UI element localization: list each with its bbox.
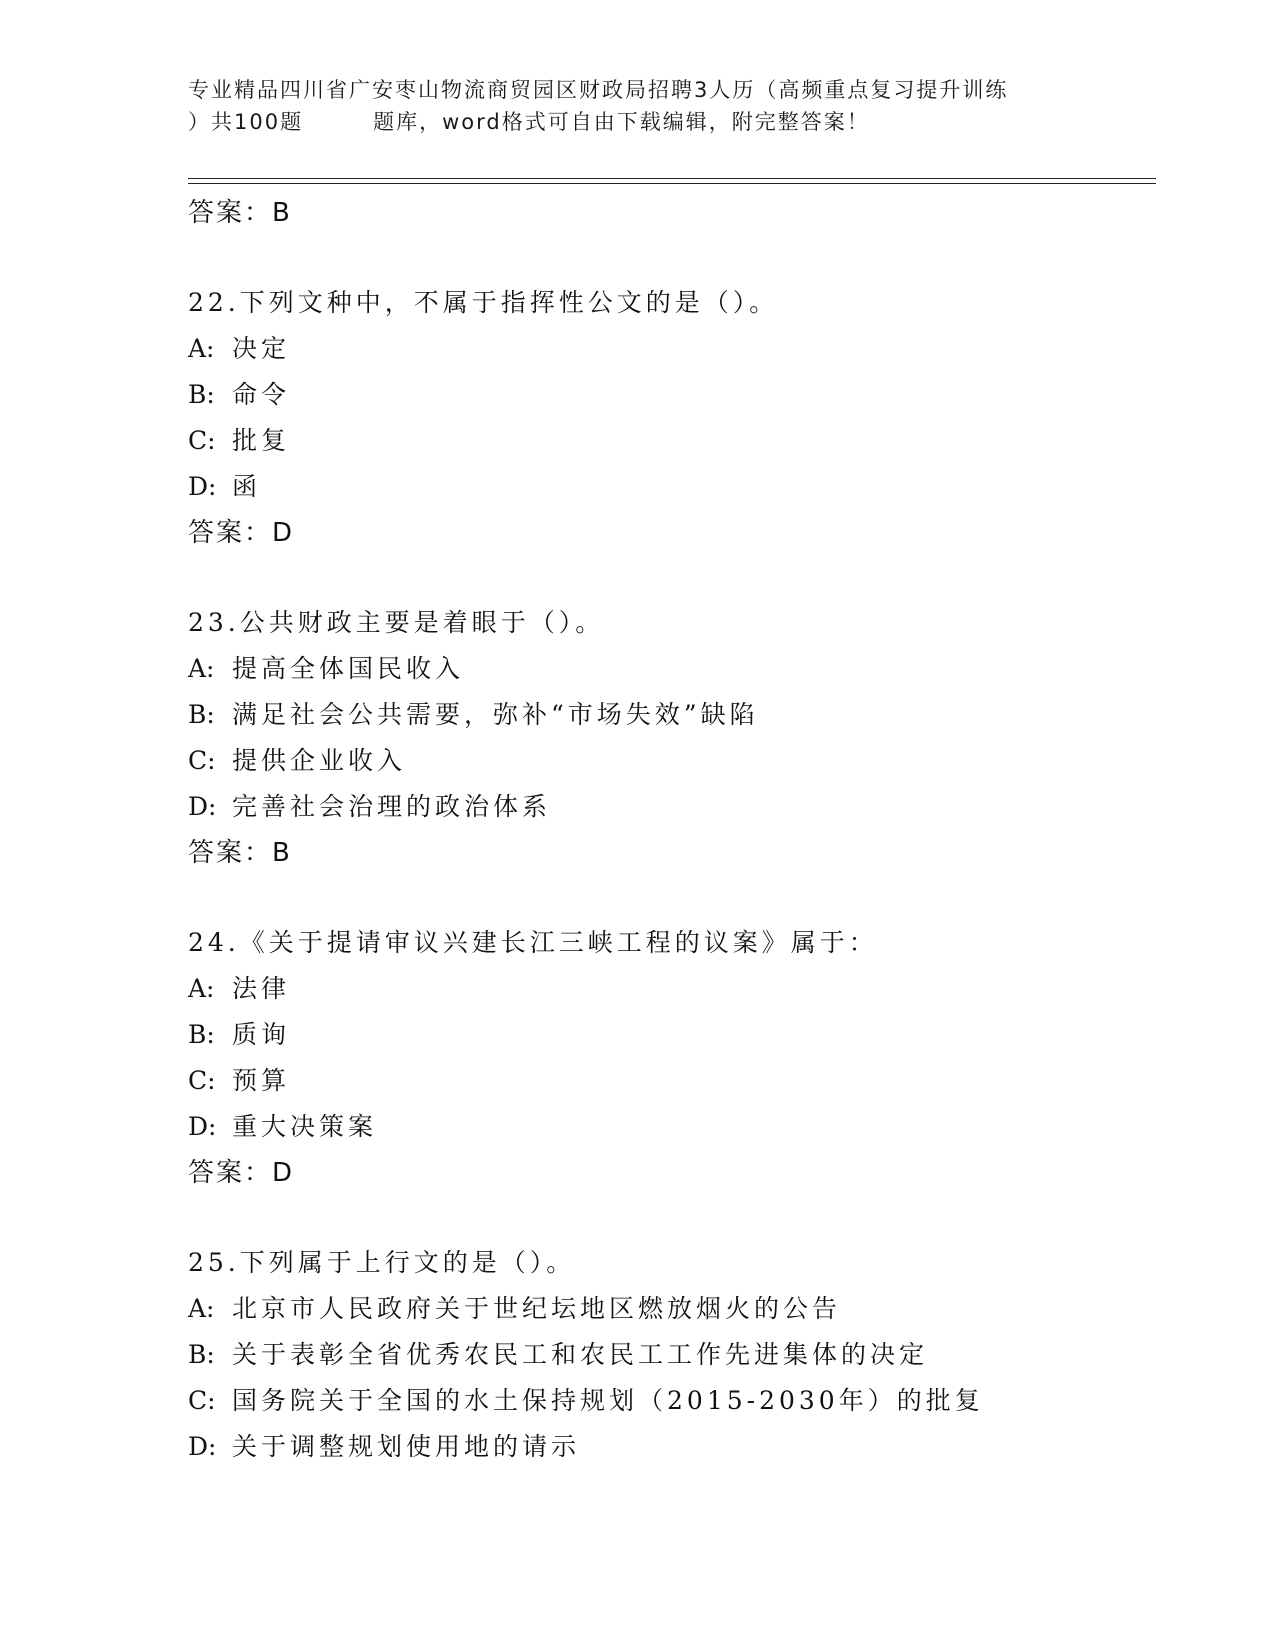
answer-24: 答案：D [188,1158,295,1188]
option-23-b [188,692,1148,738]
option-label: A: [188,974,215,1003]
option-label: C: [188,426,216,455]
option-25-a [188,1286,1148,1332]
option-text: 函 [232,472,262,501]
header-divider-top [188,178,1156,179]
option-22-b [188,372,1148,418]
option-23-c [188,738,1148,784]
option-23-a [188,646,1148,692]
option-24-c [188,1058,1148,1104]
option-label: C: [188,1386,216,1415]
option-label: B: [188,380,215,409]
option-text: 满足社会公共需要，弥补“市场失效”缺陷 [232,700,759,729]
header-line-2-end: 题库，word格式可自由下载编辑，附完整答案！ [373,110,870,134]
option-24-a [188,966,1148,1012]
question-block-25 [188,1240,1148,1470]
option-text: 预算 [232,1066,291,1095]
document-body [188,190,1148,1470]
page-header [188,74,1088,138]
option-label: A: [188,1294,215,1323]
option-label: D: [188,1432,217,1461]
option-text: 国务院关于全国的水土保持规划（2015-2030年）的批复 [232,1386,984,1415]
option-text: 北京市人民政府关于世纪坛地区燃放烟火的公告 [232,1294,842,1323]
option-text: 决定 [232,334,291,363]
option-25-c [188,1378,1148,1424]
option-label: A: [188,654,215,683]
option-text: 完善社会治理的政治体系 [232,792,552,821]
header-line-1: 专业精品四川省广安枣山物流商贸园区财政局招聘3人历（高频重点复习提升训练 [188,78,1009,102]
option-text: 提高全体国民收入 [232,654,465,683]
option-label: D: [188,472,217,501]
option-text: 重大决策案 [232,1112,378,1141]
option-label: D: [188,1112,217,1141]
answer-23: 答案：B [188,838,292,868]
option-text: 命令 [232,380,291,409]
question-block-24 [188,920,1148,1196]
option-25-b [188,1332,1148,1378]
option-label: A: [188,334,215,363]
option-text: 批复 [232,426,291,455]
header-line-2-start: ）共100题 [188,110,304,134]
option-24-b [188,1012,1148,1058]
option-label: B: [188,700,215,729]
option-text: 质询 [232,1020,291,1049]
header-line-2 [188,106,1088,138]
question-25: 25.下列属于上行文的是（）。 [188,1248,576,1277]
option-label: C: [188,1066,216,1095]
question-24: 24.《关于提请审议兴建长江三峡工程的议案》属于： [188,928,878,957]
option-text: 关于表彰全省优秀农民工和农民工工作先进集体的决定 [232,1340,929,1369]
question-block-22 [188,280,1148,556]
question-block-23 [188,600,1148,876]
option-22-c [188,418,1148,464]
option-label: C: [188,746,216,775]
option-25-d [188,1424,1148,1470]
option-label: B: [188,1340,215,1369]
option-22-d [188,464,1148,510]
answer-21: 答案：B [188,198,292,228]
header-divider-bottom [188,183,1156,184]
question-22: 22.下列文种中，不属于指挥性公文的是（）。 [188,288,779,317]
option-22-a [188,326,1148,372]
option-text: 提供企业收入 [232,746,407,775]
option-label: B: [188,1020,215,1049]
option-23-d [188,784,1148,830]
option-text: 法律 [232,974,291,1003]
question-23: 23.公共财政主要是着眼于（）。 [188,608,605,637]
option-label: D: [188,792,217,821]
option-24-d [188,1104,1148,1150]
option-text: 关于调整规划使用地的请示 [232,1432,581,1461]
answer-22: 答案：D [188,518,295,548]
